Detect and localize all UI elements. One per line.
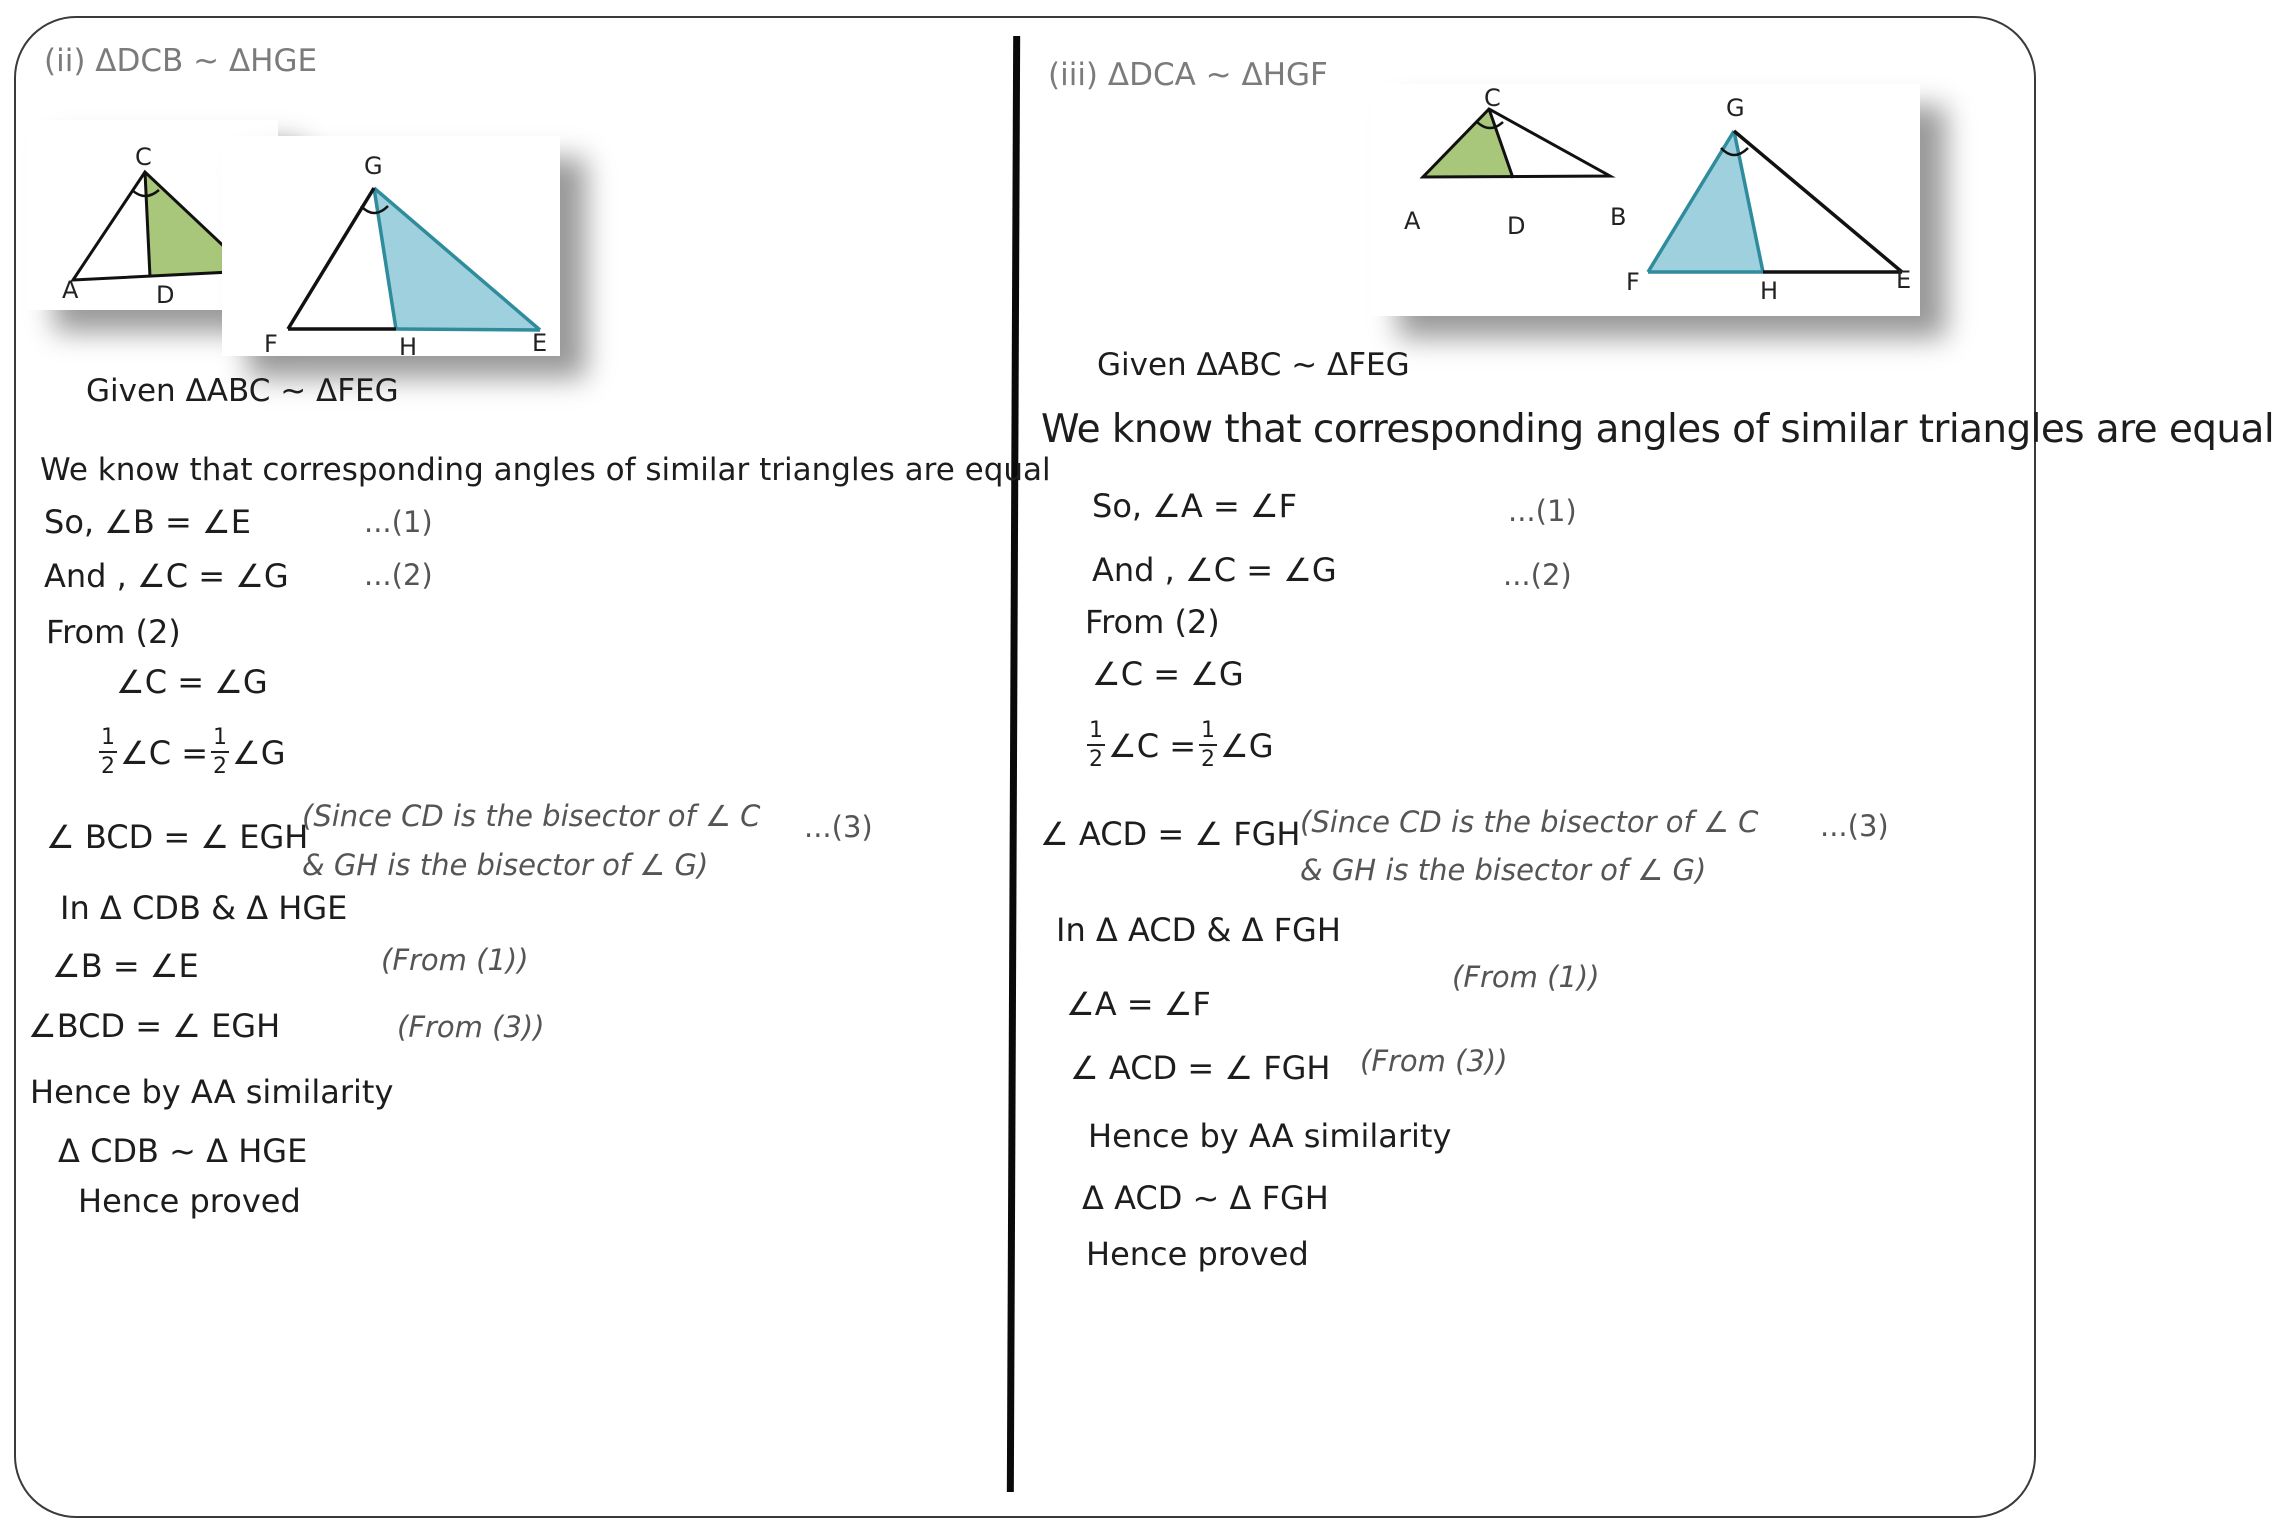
label-g: G [1726,94,1745,122]
triangle-feg-diagram [222,136,560,361]
left-since-line-2: & GH is the bisector of ∠ G) [302,848,709,882]
left-from-3: (From (3)) [397,1010,545,1044]
right-half-lhs: ∠C = [1108,726,1197,765]
left-half-fraction-2: $\frac{1}{2}$ [213,725,228,779]
label-e: E [1896,266,1912,294]
right-from-2: From (2) [1085,603,1220,641]
right-hence-aa: Hence by AA similarity [1088,1117,1452,1155]
right-given: Given ΔABC ~ ΔFEG [1097,347,1410,383]
left-bcd-egh-2: ∠BCD = ∠ EGH [28,1007,281,1045]
left-intro: We know that corresponding angles of similar triangles are equal [40,452,1051,488]
side-gf [288,188,374,329]
left-hence-aa: Hence by AA similarity [30,1073,394,1111]
right-eq-c: ∠C = ∠G [1092,655,1244,693]
right-ref-1: ...(1) [1508,494,1577,528]
right-ref-3: ...(3) [1820,809,1889,843]
right-acd-fgh: ∠ ACD = ∠ FGH [1040,815,1301,853]
right-step-1: So, ∠A = ∠F [1092,487,1298,525]
right-triangles-diagram [1372,84,1920,316]
right-figure [1372,84,1920,316]
right-from-3: (From (3)) [1360,1044,1508,1078]
label-e: E [532,329,548,357]
label-h: H [1760,277,1779,305]
right-half-rhs: ∠G [1220,726,1274,765]
left-half-fraction-1: $\frac{1}{2}$ [101,725,115,779]
right-result: Δ ACD ~ Δ FGH [1082,1179,1329,1217]
left-heading: (ii) ΔDCB ~ ΔHGE [44,43,318,79]
right-in-triangles: In Δ ACD & Δ FGH [1056,911,1341,949]
left-b-e: ∠B = ∠E [52,947,199,985]
right-half-equation [1084,720,1274,771]
right-a-f: ∠A = ∠F [1066,985,1211,1023]
label-c: C [135,143,152,171]
left-step-2: And , ∠C = ∠G [44,557,289,595]
left-from-1: (From (1)) [381,943,529,977]
right-half-fraction-2: $\frac{1}{2}$ [1201,718,1216,772]
left-eq-c: ∠C = ∠G [116,663,268,701]
label-b: B [1610,203,1627,231]
left-ref-1: ...(1) [364,505,433,539]
right-intro: We know that corresponding angles of similar triangles are equal [1041,407,2274,452]
left-step-1: So, ∠B = ∠E [44,503,251,541]
left-half-lhs: ∠C = [120,733,209,772]
right-ref-2: ...(2) [1503,558,1572,592]
left-ref-2: ...(2) [364,558,433,592]
left-ref-3: ...(3) [804,810,873,844]
label-h: H [399,333,418,361]
label-d: D [156,281,175,309]
left-half-rhs: ∠G [232,733,286,772]
left-given: Given ΔABC ~ ΔFEG [86,373,399,409]
right-since-line-1: (Since CD is the bisector of ∠ C [1300,805,1759,839]
label-a: A [1404,207,1421,235]
left-bcd-egh: ∠ BCD = ∠ EGH [46,818,309,856]
label-d: D [1507,212,1526,240]
side-he [396,329,540,330]
right-acd-fgh-2: ∠ ACD = ∠ FGH [1070,1049,1331,1087]
label-a: A [62,276,79,304]
label-f: F [264,330,278,358]
left-since-line-1: (Since CD is the bisector of ∠ C [302,799,761,833]
right-step-2: And , ∠C = ∠G [1092,551,1337,589]
right-since-line-2: & GH is the bisector of ∠ G) [1300,853,1707,887]
right-heading: (iii) ΔDCA ~ ΔHGF [1048,57,1328,93]
left-result: Δ CDB ~ Δ HGE [58,1132,308,1170]
label-g: G [364,152,383,180]
left-figure-feg [222,136,560,361]
shaded-triangle-fgh [1648,131,1763,272]
right-from-1: (From (1)) [1452,960,1600,994]
right-half-fraction-1: $\frac{1}{2}$ [1089,718,1103,772]
left-in-triangles: In Δ CDB & Δ HGE [60,889,348,927]
label-f: F [1626,268,1640,296]
left-hence-proved: Hence proved [78,1182,301,1220]
label-c: C [1484,84,1501,112]
right-hence-proved: Hence proved [1086,1235,1309,1273]
left-half-equation [96,727,286,778]
left-from-2: From (2) [46,613,181,651]
